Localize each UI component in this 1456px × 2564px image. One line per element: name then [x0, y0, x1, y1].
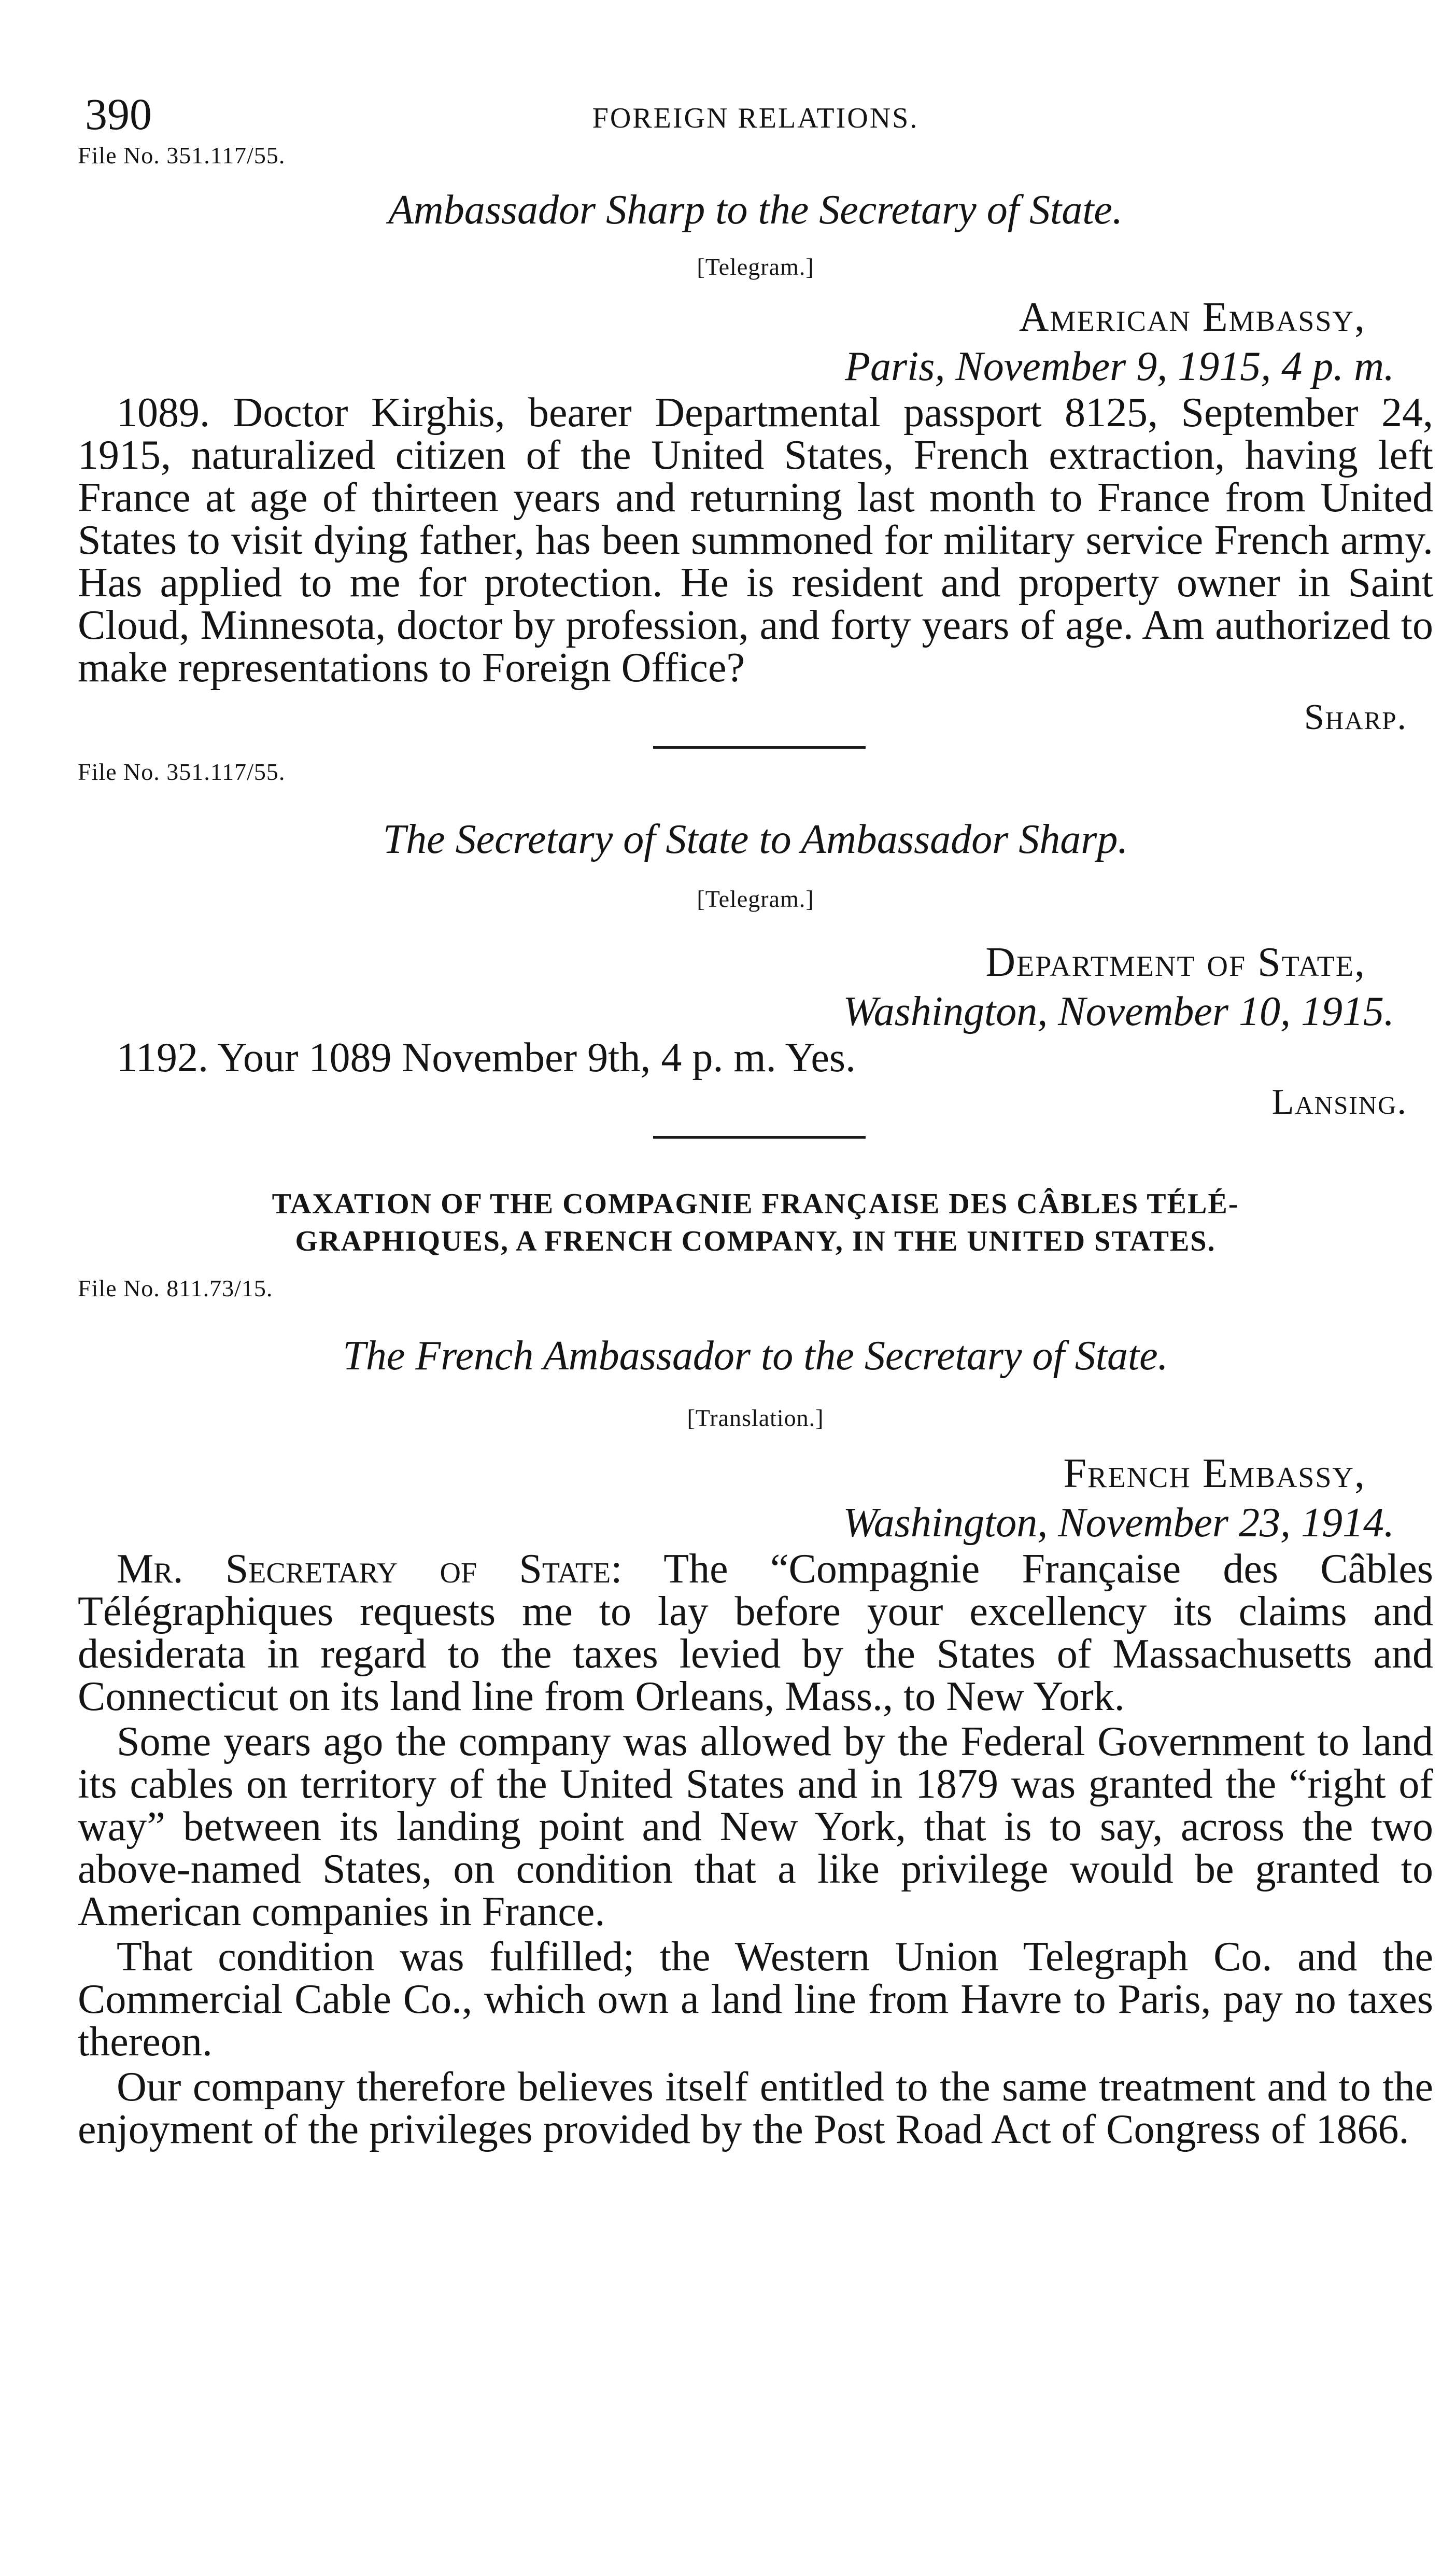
book-page — [78, 78, 1433, 2151]
letter-paragraph-2: Some years ago the company was allowed by the Federal Government to land its cables on territory of the United States and in 1879 was granted the “right of way” between its landing point and New York, that is to say, across the two above-named States, on condition that a like privilege would be granted to American companies in France. — [78, 1719, 1433, 1935]
document-french-ambassador-letter — [78, 1273, 1433, 2151]
signature: Sharp. — [1304, 697, 1407, 737]
section-divider — [653, 1136, 866, 1139]
telegram-body: 1192. Your 1089 November 9th, 4 p. m. Yes. — [117, 1035, 856, 1081]
salutation: Mr. Secretary of State: — [117, 1546, 623, 1592]
file-number: File No. 351.117/55. — [78, 142, 286, 169]
running-head: FOREIGN RELATIONS. — [592, 102, 919, 134]
page-number: 390 — [85, 89, 152, 139]
section-heading-line-2: GRAPHIQUES, A FRENCH COMPANY, IN THE UNITED STATES. — [295, 1225, 1216, 1257]
sender-place: American Embassy, — [1019, 295, 1366, 340]
document-note: [Translation.] — [687, 1405, 824, 1431]
telegram-body: 1089. Doctor Kirghis, bearer Departmental passport 8125, September 24, 1915, naturalized citizen of the United States, French extraction, having left France at age of thirteen years and returning last month to France from United States to visit dying father, has been summoned for military service French army. Has applied to me for protection. He is resident and property owner in Saint Cloud, Minnesota, doctor by profession, and forty years of age. Am authorized to make representations to Foreign Office? — [78, 390, 1433, 691]
document-title: Ambassador Sharp to the Secretary of State. — [388, 187, 1123, 233]
document-note: [Telegram.] — [697, 254, 814, 280]
section-heading — [78, 1185, 1433, 1260]
page-header — [78, 78, 1433, 140]
paragraph-text: The “Compagnie Française des Câbles Télégraphiques requests me to lay before your excellency its claims and desiderata in regard to the taxes levied by the States of Massachusetts and Connecticut on its land line from Orleans, Mass., to New York. — [78, 1546, 1433, 1719]
letter-paragraph-4: Our company therefore believes itself entitled to the same treatment and to the enjoyment of the privileges provided by the Post Road Act of Congress of 1866. — [78, 2064, 1433, 2152]
section-heading-line-1: TAXATION OF THE COMPAGNIE FRANÇAISE DES CÂBLES TÉLÉ- — [272, 1188, 1239, 1220]
file-number: File No. 811.73/15. — [78, 1275, 273, 1301]
document-title: The Secretary of State to Ambassador Sharp. — [383, 817, 1128, 862]
signature: Lansing. — [1271, 1082, 1407, 1122]
dateline: Washington, November 10, 1915. — [843, 989, 1394, 1034]
sender-place: Department of State, — [985, 940, 1366, 985]
document-note: [Telegram.] — [697, 886, 814, 912]
dateline: Washington, November 23, 1914. — [843, 1500, 1394, 1546]
letter-paragraph-3: That condition was fulfilled; the Western Union Telegraph Co. and the Commercial Cable Co., which own a land line from Havre to Paris, pay no taxes thereon. — [78, 1934, 1433, 2065]
dateline: Paris, November 9, 1915, 4 p. m. — [845, 344, 1394, 389]
document-lansing-telegram — [78, 756, 1433, 1126]
letter-paragraph-1 — [78, 1548, 1433, 1718]
document-sharp-telegram — [78, 140, 1433, 741]
document-title: The French Ambassador to the Secretary of State. — [343, 1333, 1168, 1379]
section-divider — [653, 746, 866, 749]
sender-place: French Embassy, — [1063, 1451, 1366, 1496]
file-number: File No. 351.117/55. — [78, 759, 286, 785]
